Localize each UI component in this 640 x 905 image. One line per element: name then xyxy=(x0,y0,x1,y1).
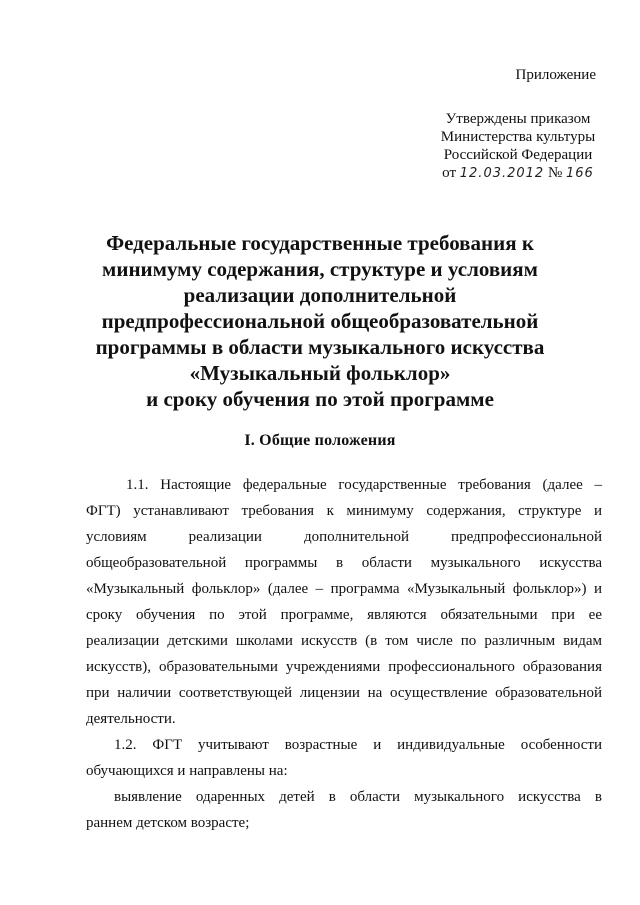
paragraph-line: 1.1. Настоящие федеральные государственные требования (далее – xyxy=(126,477,602,493)
title-line: минимуму содержания, структуре и условиям xyxy=(102,257,538,281)
order-number-sign: № xyxy=(547,165,563,181)
paragraph-line: общеобразовательной программы в области музыкального искусства xyxy=(86,555,602,571)
paragraph-line: ФГТ) устанавливают требования к минимуму содержания, структуре и xyxy=(86,503,602,519)
paragraph-line: деятельности. xyxy=(86,711,176,727)
paragraph-line: условиям реализации дополнительной предпрофессиональной xyxy=(86,529,602,545)
order-number-handwritten: 166 xyxy=(566,166,594,181)
approval-line: Министерства культуры xyxy=(440,129,596,145)
approval-block xyxy=(428,110,608,183)
title-line: «Музыкальный фольклор» xyxy=(189,361,451,385)
order-prefix: от xyxy=(442,165,457,181)
approval-line: Утверждены приказом xyxy=(445,111,591,127)
paragraph-line: «Музыкальный фольклор» (далее – программа «Музыкальный фольклор») и xyxy=(86,581,602,597)
appendix-label: Приложение xyxy=(515,67,596,83)
order-date-handwritten: 12.03.2012 xyxy=(459,166,545,181)
paragraph-line: при наличии соответствующей лицензии на осуществление образовательной xyxy=(86,685,602,701)
title-line: и сроку обучения по этой программе xyxy=(146,387,494,411)
title-line: предпрофессиональной общеобразовательной xyxy=(101,309,539,333)
paragraph-line: искусств), образовательными учреждениями профессионального образования xyxy=(86,659,602,675)
title-line: программы в области музыкального искусства xyxy=(95,335,545,359)
title-line: реализации дополнительной xyxy=(183,283,457,307)
paragraph-line: обучающихся и направлены на: xyxy=(86,763,288,779)
document-body xyxy=(86,472,602,836)
paragraph-line: 1.2. ФГТ учитывают возрастные и индивидуальные особенности xyxy=(114,737,602,753)
title-line: Федеральные государственные требования к xyxy=(106,231,534,255)
section-heading: I. Общие положения xyxy=(244,432,396,449)
paragraph-line: реализации детскими школами искусств (в том числе по различным видам xyxy=(86,633,602,649)
paragraph-line: сроку обучения по этой программе, являются обязательными при ее xyxy=(86,607,602,623)
paragraph-line: раннем детском возрасте; xyxy=(86,815,250,831)
approval-line: Российской Федерации xyxy=(443,147,593,163)
document-title xyxy=(64,230,576,412)
paragraph-line: выявление одаренных детей в области музыкального искусства в xyxy=(114,789,602,805)
order-line xyxy=(428,164,608,183)
